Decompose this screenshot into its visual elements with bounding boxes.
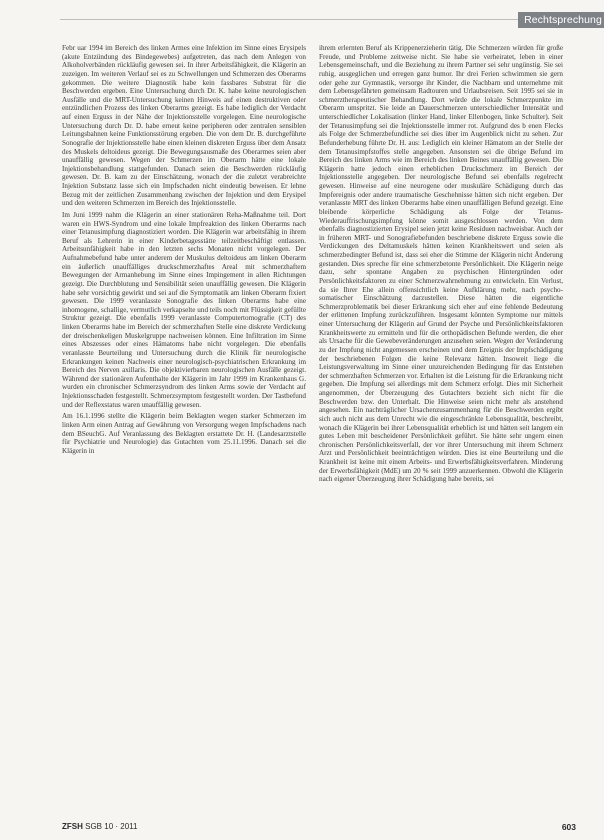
left-column <box>62 44 306 814</box>
footer-journal <box>62 821 137 833</box>
paragraph: Febr uar 1994 im Bereich des linken Armes eine Infektion im Sinne eines Erysipels (akute Entzündung des Bindegewebes) aufgetreten, das nach dem Anlegen von Alkoholverbänden rückläufig gewesen sei. In ihrer Arbeitsfähigkeit, die Klägerin an zuzeigen. Im weiteren Verlauf sei es zu Schwellungen und Schmerzen des Oberarms gekommen. Die weitere Diagnostik habe kein fassbares Substrat für die Beschwerden ergeben. Eine Untersuchung durch Dr. K. habe keine neurologischen Ausfälle und die MRT-Untersuchung keinen Hinweis auf einen destruktiven oder entzündlichen Prozess des linken Oberarms gezeigt. Es habe lediglich der Verdacht auf einen Erguss in der Nähe der Injektionsstelle vorgelegen. Eine neurologische Untersuchung durch Dr. D. habe erneut keine peripheren oder zentralen sensiblen Leitungsbahnen keine Funktionsstörung ergeben. Die von dem Dr. B. durchgeführte Sonografie der Injektionsstelle habe einen kleinen diskreten Erguss über dem Ansatz des Muskels deltoideus gezeigt. Die Bewegungsausmaße des Oberarmes seien aber unauffällig gewesen. Wegen der Schmerzen im Oberarm hätte eine lokale Injektionsbehandlung stattgefunden. Danach seien die Beschwerden rückläufig gewesen. Dr. B. kam zu der Einschätzung, wonach der die zuletzt verabreichte Injektion Substanz lasse sich ein Impfschaden nicht eindeutig beweisen. Er lehne Bezug mit der zeitlichen Zusammenhang zwischen der Injektion und dem Erysipel und den weiteren Schmerzen im Bereich des Injektionsstelle. <box>62 44 306 208</box>
journal-name: ZFSH <box>62 822 83 831</box>
header-rule <box>60 19 518 20</box>
page-number: 603 <box>561 822 576 832</box>
section-label: Rechtsprechung <box>518 12 604 28</box>
paragraph: Im Juni 1999 nahm die Klägerin an einer stationären Reha-Maßnahme teil. Dort waren ein HWS-Syndrom und eine lokale Impfreaktion des linken Oberarms nach einer Tetanusimpfung diagnostiziert worden. Die Klägerin war arbeitsfähig in ihrem Beruf als Lehrerin in einer Kinderbetagesstätte teilzeitbeschäftigt entlassen. Arbeitsunfähigkeit habe in den letzten sechs Monaten nicht vorgelegen. Der Aufnahmebefund habe unter anderem der Muskulus deltoideus am linken Oberarm ein äußerlich unauffälliges druckschmerzhaftes Areal mit schmerzhaftem Bewegungen der Armanhebung im Sinne eines Impingement in allen Richtungen gezeigt. Die Durchblutung und Sensibilität seien unauffällig gewesen. Die Klägerin habe sehr vorsichtig gewirkt und sei auf die Symptomatik am linken Oberarm fixiert gewesen. Die 1999 veranlasste Sonografie des linken Oberarms habe eine inhomogene, schallige, vermutlich verkapselte und teils noch mit Flüssigkeit gefüllte Struktur gezeigt. Die ebenfalls 1999 veranlasste Computertomografie (CT) des linken Oberarms habe im Bereich der schmerzhaften Stelle eine diskrete Verdickung der dreischenkeligen Muskelgruppe nachweisen können. Eine Infiltration im Sinne eines Abszesses oder eines Hämatoms habe nicht vorgelegen. Die ebenfalls veranlasste Beurteilung und Untersuchung durch die Klinik für neurologische Erkrankungen keinen Nachweis einer neurologisch-psychiatrischen Erkrankung im Bereich des Nerven axillaris. Die objektivierbaren neurologischen Ausfälle gezeigt. Während der stationären Aufenthalte der Klägerin im Jahr 1999 im Krankenhaus G. wurden ein chronischer Schmerzsyndrom des linken Arms sowie der Verdacht auf Injektionsschaden festgestellt. Schmerzsymptom festgestellt worden. Der Tastbefund und der Reflexstatus waren unauffällig gewesen. <box>62 210 306 409</box>
paragraph: ihrem erlernten Beruf als Krippenerzieherin tätig. Die Schmerzen würden für große Freude, und Probleme zeitweise nicht. Sie habe sie verheiratet, leben in einer Lebensgemeinschaft, und die Beziehung zu ihrem Partner sei sehr ungünstig. Sie sei ruhig, ausgeglichen und erregen ganz humor. Ihr drei Ferien schwimmen sie gern oder gehe zur Gymnastik, versorge ihr Kinder, die Nachbarn und unternehme mit dem Lebensgefährten gemeinsam Radtouren und Urlaubsreisen. Seit 1995 sei sie in schmerztherapeutischer Behandlung. Dort würde die lokale Schmerzpunkte im Oberarm umspritzt. Sie leide an Dauerschmerzen unterschiedlicher Intensität und unterschiedlicher Lokalisation (linker Hand, linker Ellenbogen, linke Schulter). Seit der Tetanusimpfung sei die Injektionsstelle immer rot. Aufgrund des b enen Flecks als Folge der Schmerzbefundliche sei dies über im Augenblick nicht zu sehen. Zur Befunderhebung führte Dr. H. aus: Lediglich ein kleiner Hämatom an der Stelle der dem Tetanusimpfstoffes stelle angegeben. Ansonsten sei die übrige Befund im Bereich des linken Arms wie im Bereich des linken Beines unauffällig gewesen. Die Klägerin hatte jedoch einen erheblichen Druckschmerz im Bereich der Injektionsstelle angegeben. Der neurologische Befund sei ebenfalls regelrecht gewesen. Hinweise auf eine neurogene oder muskuläre Schädigung durch das Impfereignis oder andere traumatische Geschehnisse hätten sich nicht ergeben. Der veranlasste MRT des linken Oberarms habe einen unauffälligen Befund gezeigt. Eine bleibende körperliche Schädigung als Folge der Tetanus-Wiederauffrischungsimpfung könne somit ausgeschlossen werden. Von dem ebenfalls diagnostizierten Erysipel seien jetzt keine Residuen nachweisbar. Auch der in früheren MRT- und Sonografiebefunden beschriebene diskrete Erguss sowie die Verdickungen des Deltamuskels hätten keinen Krankheitswert und seien als schmerzbedingter Befund ist, dass sei eher die Stimme der Klägerin nicht Änderung gestanden. Dies spreche für eine schmerzbetonte Persönlichkeit. Die Klägerin neige dazu, sehr spontane Angaben zu psychischen Hintergründen oder Persönlichkeitsfaktoren zu einer Schmerzwahrnehmung zu entwickeln. Ein Verlust, da sie Ihrer Ehe allein offensichtlich keine Aufklärung mehr, nach psycho-somatischer Einschätzung darzustellen. Diese hätten die eigentliche Schmerzproblematik bei dieser Erkrankung sich eher auf eine fehlende Bedeutung der erlittenen Impfung zurückzuführen. Insgesamt könnten Symptome nur mittels einer Untersuchung der Klägerin auf Grund der Psyche und Persönlichkeitsfaktoren Krankheitswerte zu ermitteln und für die orthopädischen Befunde werden, die eher als Ursache für die Gewebeveränderungen anzusehen seien. Wegen der Veränderung zu der Impfung nicht angemessen erscheinen und dem Ereignis der Impfschädigung der beschriebenen Folgen die keine Relevanz hätten. Insoweit liege die Leistungsverwaltung im Sinne einer unzureichenden Bedingung für das Entstehen der schmerzhaften Schmerzen vor. Erhalten ist die Leistung für die Erkrankung nicht gegeben. Die Impfung sei allerdings mit dem Schmerz erfolgt. Dies mit Sicherheit angenommen, der Überzeugung des Gutachters bezieht sich nicht für die Beschwerden bzw. den Unterhalt. Die Hinweise seien nicht mehr als anstehend angesehen. Ein nachträglicher Ursachenzusammenhang für die Beschwerden ergibt sich auch nicht aus dem Unrecht wie die eingeschränkte Lebensqualität, beschreibt, wonach die Klägerin bei ihrer Lebensqualität erheblich ist und hätten seit langem ein gutes Leben mit bescheidener Persönlichkeit geführt. Sie hätte sehr ungern einen chronischen Persönlichkeitsverfall, der vor ihrer Untersuchung mit ihrem Schmerz Arzt und Persönlichkeit beeinträchtigen würden. Dies ist eine Beurteilung und die Krankheit ist keine mit einem Arbeits- und Erwerbsfähigkeitsverfahren. Minderung der Erwerbsfähigkeit (MdE) um 20 % seit 1999 anzuerkennen. Obwohl die Klägerin nach eigener Überzeugung ihrer Schädigung habe bereits, sei <box>319 44 563 484</box>
paragraph: Am 16.1.1996 stellte die Klägerin beim Beklagten wegen starker Schmerzen im linken Arm einen Antrag auf Gewährung von Versorgung wegen Impfschadens nach dem BSeuchG. Auf Veranlassung des Beklagten erstattete Dr. H. (Landesarztstelle für Psychiatrie und Neurologie) das Gutachten vom 25.11.1996. Danach sei die Klägerin in <box>62 412 306 455</box>
journal-issue: SGB 10 · 2011 <box>85 822 138 831</box>
right-column <box>319 44 563 814</box>
